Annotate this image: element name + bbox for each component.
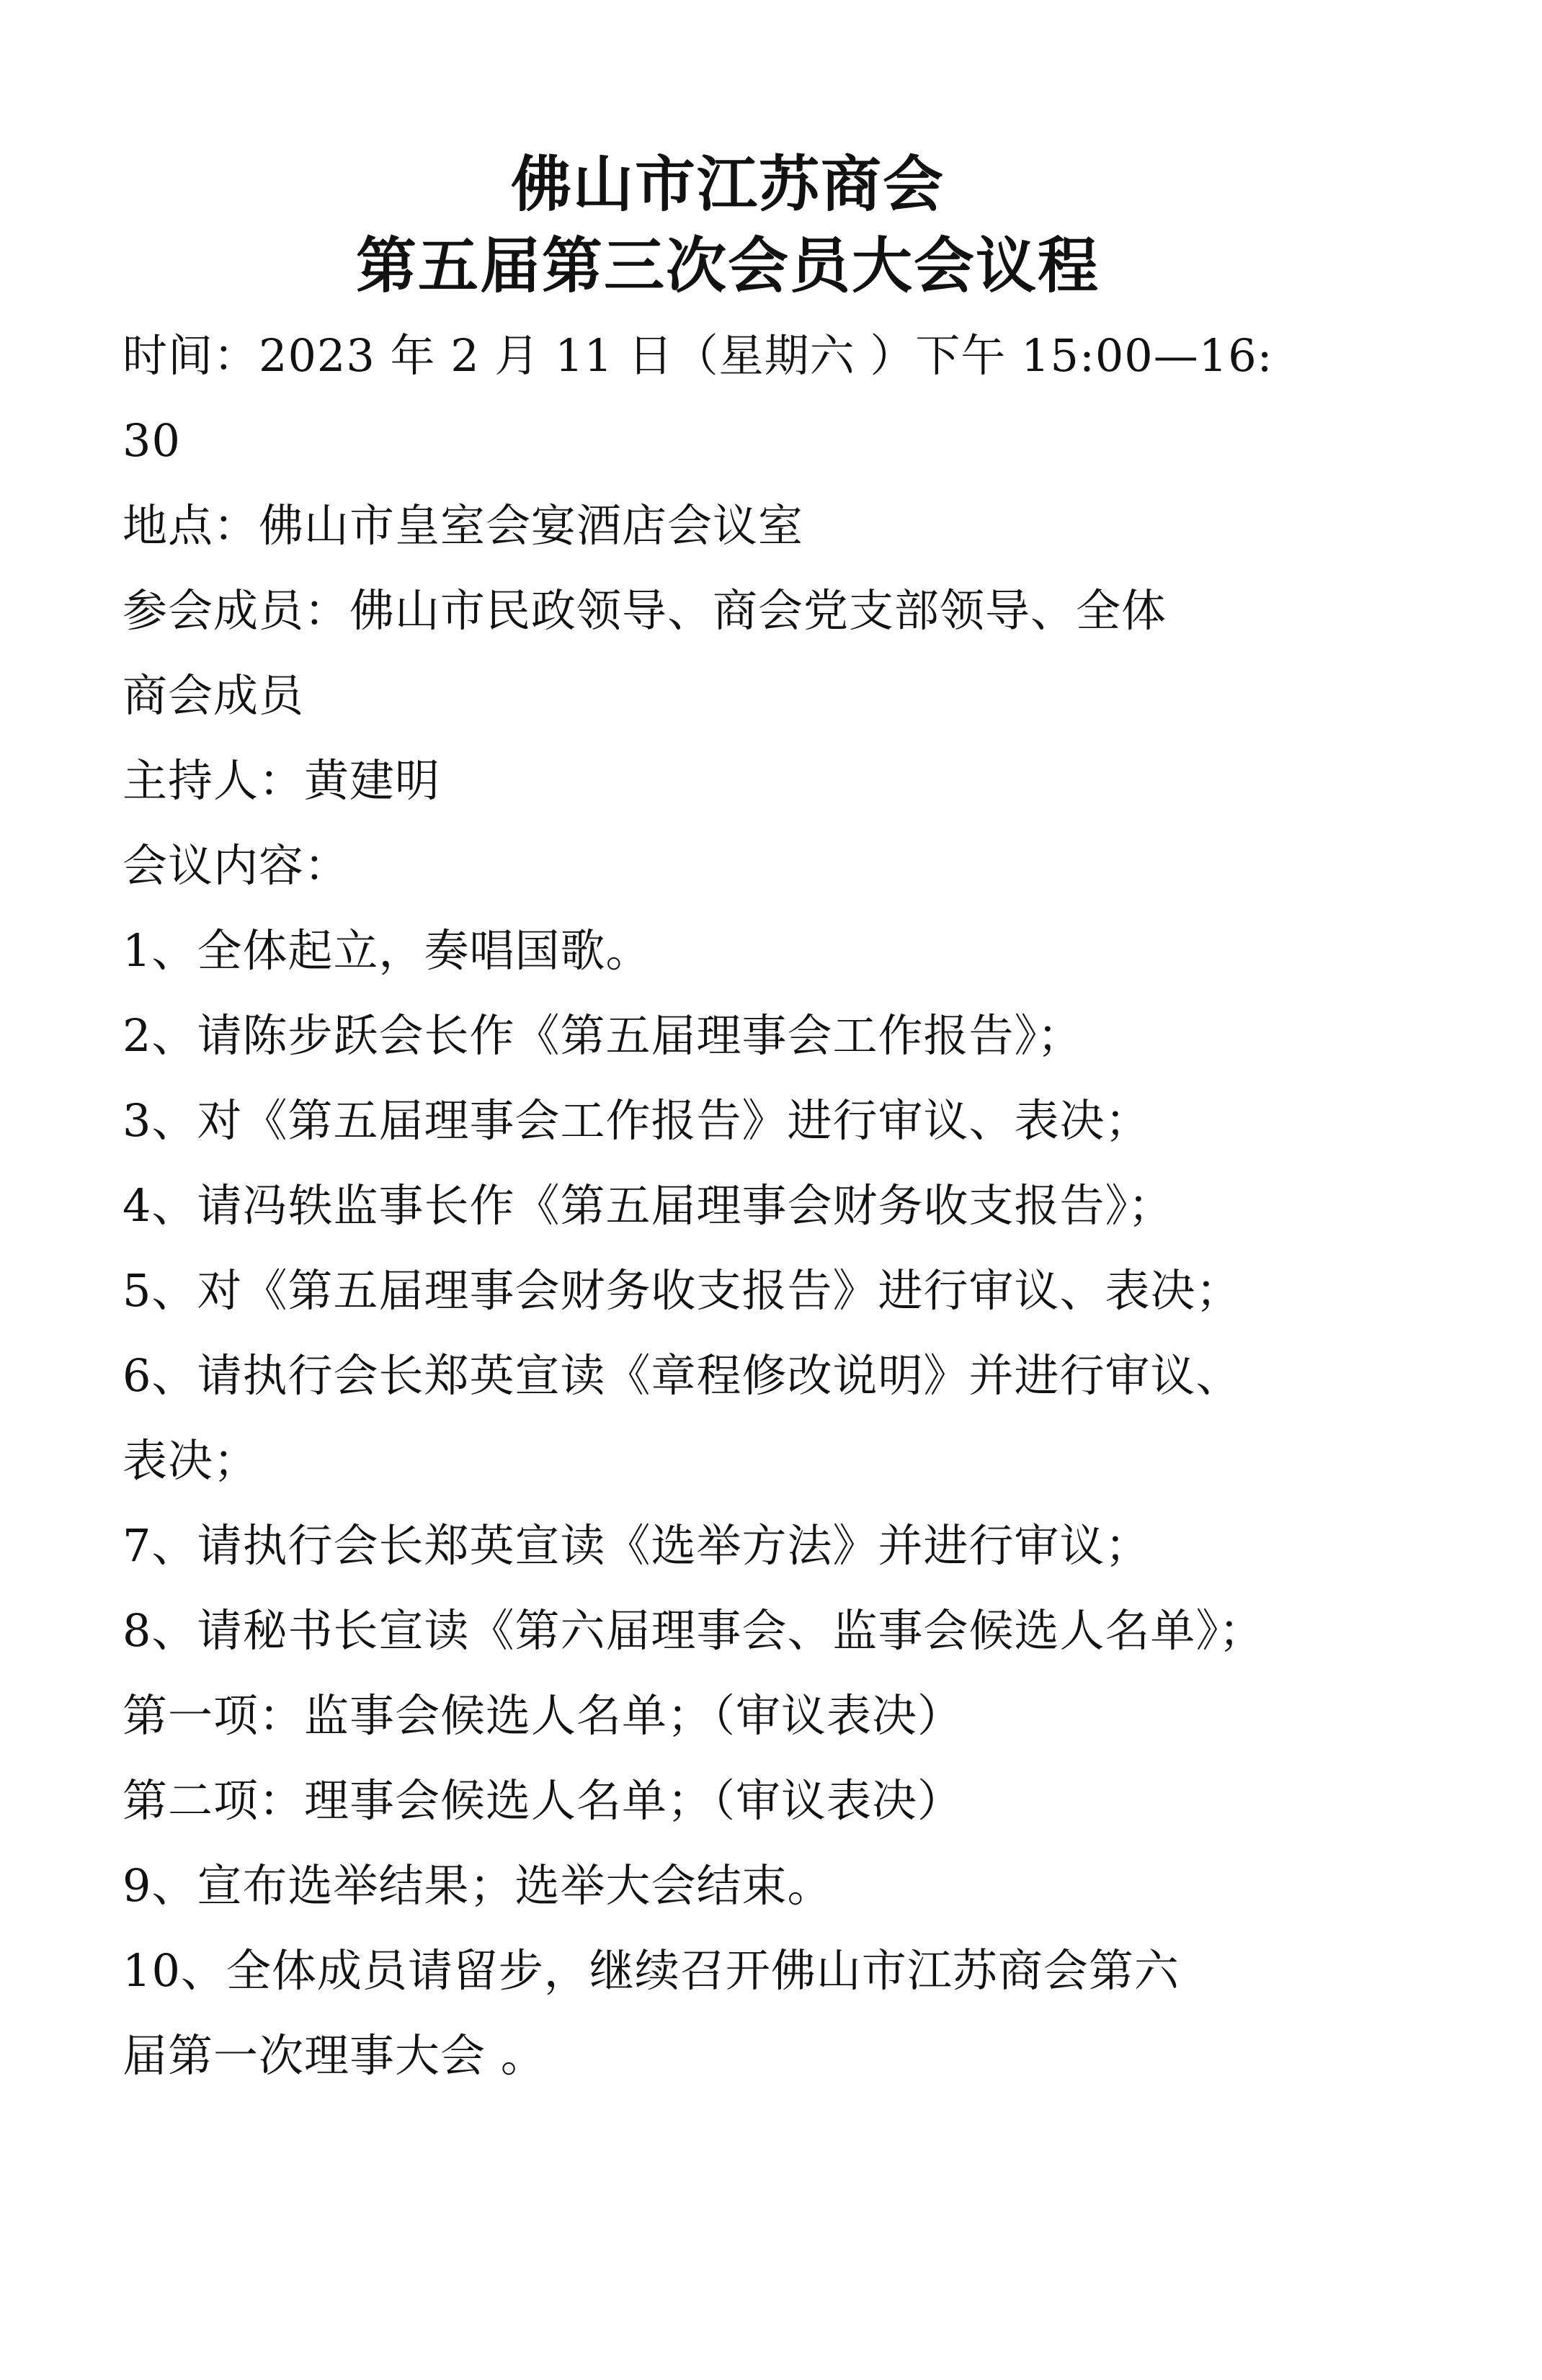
agenda-item-8-sub-1: 第一项：监事会候选人名单；（审议表决）: [122, 1688, 963, 1742]
agenda-item-10-line-1: 10、全体成员请留步，继续召开佛山市江苏商会第六: [122, 1943, 1180, 1997]
agenda-item-5: 5、对《第五届理事会财务收支报告》进行审议、表决；: [122, 1263, 1242, 1317]
agenda-item-1: 1、全体起立，奏唱国歌。: [122, 923, 651, 977]
document-title-meeting: 第五届第三次会员大会议程: [355, 231, 1100, 302]
agenda-document: [122, 144, 1477, 2098]
meeting-time-line-2: 30: [122, 413, 181, 467]
agenda-item-3: 3、对《第五届理事会工作报告》进行审议、表决；: [122, 1093, 1151, 1147]
meeting-attendees-line-1: 参会成员：佛山市民政领导、商会党支部领导、全体: [122, 583, 1167, 637]
agenda-list: [122, 908, 1477, 2098]
agenda-item-6-line-1: 6、请执行会长郑英宣读《章程修改说明》并进行审议、: [122, 1348, 1242, 1402]
meeting-host: 主持人：黄建明: [122, 753, 441, 807]
agenda-heading: 会议内容：: [122, 838, 350, 892]
agenda-item-2: 2、请陈步跃会长作《第五届理事会工作报告》；: [122, 1008, 1083, 1062]
meeting-location: 地点：佛山市皇室会宴酒店会议室: [122, 498, 804, 552]
agenda-item-8-sub-2: 第二项：理事会候选人名单；（审议表决）: [122, 1773, 963, 1827]
agenda-item-10: [122, 1928, 1333, 2098]
agenda-item-6-line-2: 表决；: [122, 1433, 259, 1487]
meeting-time-line-1: 时间：2023 年 2 月 11 日（星期六 ）下午 15:00—16:: [122, 328, 1273, 382]
agenda-item-7: 7、请执行会长郑英宣读《选举方法》并进行审议；: [122, 1518, 1151, 1572]
agenda-item-4: 4、请冯轶监事长作《第五届理事会财务收支报告》；: [122, 1178, 1174, 1232]
meeting-info: [122, 313, 1477, 908]
meeting-attendees-line-2: 商会成员: [122, 668, 305, 722]
meeting-time: [122, 313, 1333, 483]
agenda-item-8: 8、请秘书长宣读《第六届理事会、监事会候选人名单》；: [122, 1603, 1265, 1657]
agenda-item-9: 9、宣布选举结果；选举大会结束。: [122, 1858, 833, 1912]
agenda-item-6: [122, 1333, 1333, 1503]
meeting-attendees: [122, 568, 1333, 738]
document-title-organization: 佛山市江苏商会: [510, 149, 945, 220]
agenda-item-10-line-2: 届第一次理事大会 。: [122, 2028, 546, 2082]
